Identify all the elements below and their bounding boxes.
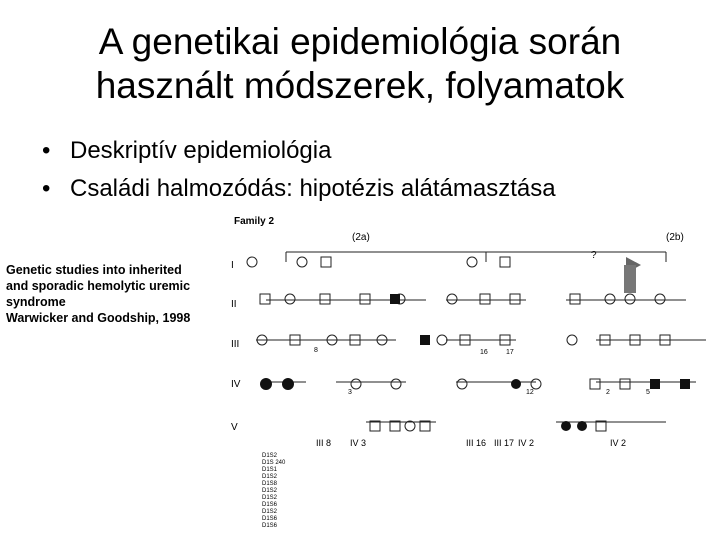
slide-title <box>0 20 720 108</box>
generation-label: IV <box>231 379 241 390</box>
bullet-icon: • <box>42 137 51 164</box>
family-label: Family 2 <box>234 216 275 227</box>
person-number: 8 <box>314 347 318 354</box>
marker-name: D1S2 <box>262 474 278 480</box>
title-line-1: A genetikai epidemiológia során <box>98 21 622 62</box>
source-caption: Genetic studies into inherited and sporadic hemolytic uremic syndrome Warwicker and Goodship, 1998 <box>6 263 191 325</box>
person-number: 3 <box>348 389 352 396</box>
bullet-text: Deskriptív epidemiológia <box>70 137 332 164</box>
person-number: 16 <box>480 349 488 356</box>
bullet-item <box>42 170 556 208</box>
individual-label: IV 2 <box>518 438 535 448</box>
individual-label: IV 3 <box>350 438 367 448</box>
individual-label: III 8 <box>316 438 332 448</box>
question-mark: ? <box>591 250 597 261</box>
marker-name: D1S8 <box>262 481 278 487</box>
generation-label: I <box>231 260 234 271</box>
individual-label: III 17 <box>494 438 515 448</box>
marker-name: D1S2 <box>262 509 278 515</box>
person-number: 17 <box>506 349 514 356</box>
person-number: 2 <box>606 389 610 396</box>
marker-name: D1S6 <box>262 523 278 529</box>
bullet-item <box>42 132 556 170</box>
individual-label: III 16 <box>466 438 487 448</box>
marker-name: D1S6 <box>262 516 278 522</box>
bullet-text: Családi halmozódás: hipotézis alátámasztása <box>70 175 556 202</box>
title-line-2: használt módszerek, folyamatok <box>95 65 625 106</box>
individual-label: IV 2 <box>610 438 627 448</box>
branch-a-label: (2a) <box>352 232 370 243</box>
generation-label: III <box>231 339 240 350</box>
person-number: 12 <box>526 389 534 396</box>
marker-name: D1S1 <box>262 467 278 473</box>
bullet-icon: • <box>42 175 51 202</box>
bullet-list <box>42 132 556 208</box>
marker-name: D1S2 <box>262 495 278 501</box>
marker-name: D1S 240 <box>262 460 286 466</box>
marker-name: D1S2 <box>262 453 278 459</box>
pedigree-text <box>226 212 716 532</box>
generation-label: V <box>231 422 238 433</box>
marker-name: D1S2 <box>262 488 278 494</box>
person-number: 5 <box>646 389 650 396</box>
branch-b-label: (2b) <box>666 232 684 243</box>
marker-name: D1S6 <box>262 502 278 508</box>
generation-label: II <box>231 299 237 310</box>
